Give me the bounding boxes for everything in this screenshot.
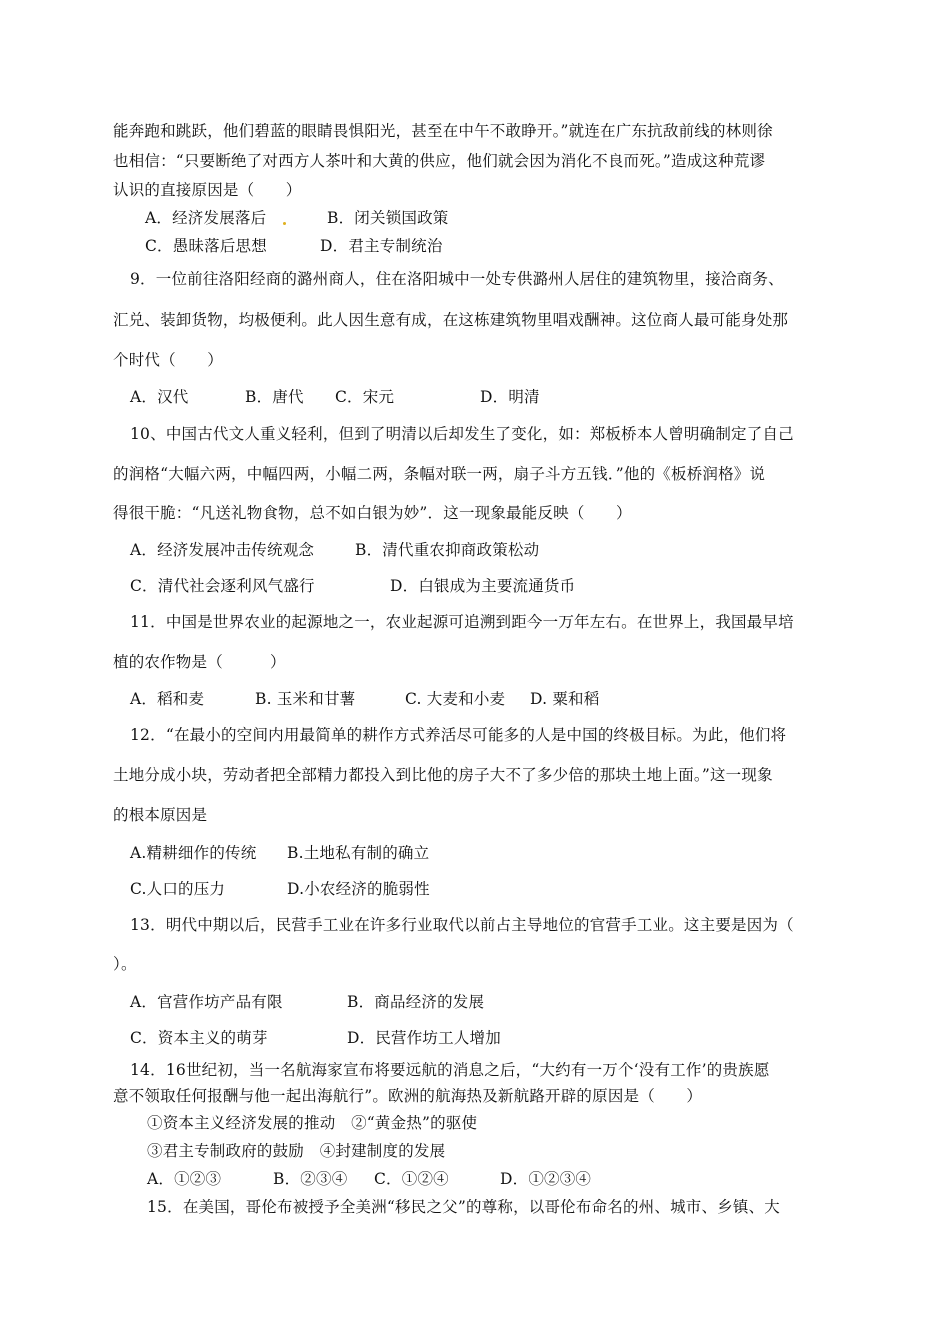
q14-option-d: D．①②③④	[500, 1170, 592, 1188]
q12-stem-line-1: 12．“在最小的空间内用最简单的耕作方式养活尽可能多的人是中国的终极目标。为此，他们将	[130, 726, 787, 744]
q8-stem-line-3: 认识的直接原因是（ ）	[113, 181, 302, 199]
q14-item-line-2: ③君主专制政府的鼓励 ④封建制度的发展	[147, 1142, 446, 1160]
q14-option-b: B．②③④	[273, 1170, 348, 1188]
q10-option-a: A．经济发展冲击传统观念	[130, 541, 315, 559]
q10-option-c: C．清代社会逐利风气盛行	[130, 577, 315, 595]
q8-option-c: C．愚昧落后思想	[145, 237, 267, 255]
q10-option-d: D．白银成为主要流通货币	[390, 577, 576, 595]
q12-stem-line-2: 土地分成小块，劳动者把全部精力都投入到比他的房子大不了多少倍的那块土地上面。”这一现象	[113, 766, 773, 784]
q11-option-a: A．稻和麦	[130, 690, 205, 708]
q13-option-a: A．官营作坊产品有限	[130, 993, 283, 1011]
q9-stem-line-1: 9．一位前往洛阳经商的潞州商人，住在洛阳城中一处专供潞州人居住的建筑物里，接洽商务、	[130, 270, 784, 288]
q13-stem-line-1: 13．明代中期以后，民营手工业在许多行业取代以前占主导地位的官营手工业。这主要是因为（	[130, 916, 794, 934]
highlight-mark	[283, 222, 286, 225]
q8-option-b: B．闭关锁国政策	[327, 209, 449, 227]
q9-option-c: C．宋元	[335, 388, 395, 406]
q9-stem-line-3: 个时代（ ）	[113, 351, 223, 369]
q10-stem-line-3: 得很干脆：“凡送礼物食物，总不如白银为妙”．这一现象最能反映（ ）	[113, 504, 632, 522]
q8-stem-line-1: 能奔跑和跳跃，他们碧蓝的眼睛畏惧阳光，甚至在中午不敢睁开。”就连在广东抗敌前线的林则徐	[113, 122, 773, 140]
q13-option-d: D．民营作坊工人增加	[347, 1029, 501, 1047]
q12-option-d: D.小农经济的脆弱性	[287, 880, 430, 898]
q13-option-b: B．商品经济的发展	[347, 993, 485, 1011]
q9-option-d: D．明清	[480, 388, 540, 406]
q11-stem-line-1: 11．中国是世界农业的起源地之一，农业起源可追溯到距今一万年左右。在世界上，我国最早培	[130, 613, 794, 631]
q12-option-a: A.精耕细作的传统	[130, 844, 257, 862]
q11-option-b: B. 玉米和甘薯	[255, 690, 356, 708]
q14-stem-line-1: 14．16世纪初，当一名航海家宣布将要远航的消息之后，“大约有一万个‘没有工作’的贵族愿	[130, 1061, 770, 1079]
q13-stem-line-2: ）。	[113, 955, 137, 973]
q9-stem-line-2: 汇兑、装卸货物，均极便利。此人因生意有成，在这栋建筑物里唱戏酬神。这位商人最可能身处那	[113, 311, 789, 329]
q10-stem-line-2: 的润格“大幅六两，中幅四两，小幅二两，条幅对联一两，扇子斗方五钱．”他的《板桥润格》说	[113, 465, 766, 483]
q12-option-b: B.土地私有制的确立	[287, 844, 430, 862]
q14-option-a: A．①②③	[147, 1170, 222, 1188]
q11-option-c: C. 大麦和小麦	[405, 690, 506, 708]
q10-option-b: B．清代重农抑商政策松动	[355, 541, 540, 559]
q12-option-c: C.人口的压力	[130, 880, 226, 898]
q14-item-line-1: ①资本主义经济发展的推动 ②“黄金热”的驱使	[147, 1114, 478, 1132]
q11-stem-line-2: 植的农作物是（ ）	[113, 653, 286, 671]
q10-stem-line-1: 10、中国古代文人重义轻利，但到了明清以后却发生了变化，如：郑板桥本人曾明确制定了自己	[130, 425, 794, 443]
q14-stem-line-2: 意不领取任何报酬与他一起出海航行”。欧洲的航海热及新航路开辟的原因是（ ）	[113, 1087, 703, 1105]
q13-option-c: C．资本主义的萌芽	[130, 1029, 268, 1047]
q8-option-a: A．经济发展落后	[145, 209, 267, 227]
q9-option-a: A．汉代	[130, 388, 189, 406]
q8-stem-line-2: 也相信：“只要断绝了对西方人茶叶和大黄的供应，他们就会因为消化不良而死。”造成这种荒谬	[113, 152, 766, 170]
q14-option-c: C．①②④	[374, 1170, 449, 1188]
q12-stem-line-3: 的根本原因是	[113, 806, 208, 824]
q11-option-d: D. 粟和稻	[530, 690, 600, 708]
q9-option-b: B．唐代	[245, 388, 304, 406]
q8-option-d: D．君主专制统治	[320, 237, 443, 255]
q15-stem-line-1: 15．在美国，哥伦布被授予全美洲“移民之父”的尊称，以哥伦布命名的州、城市、乡镇、大	[147, 1198, 780, 1216]
